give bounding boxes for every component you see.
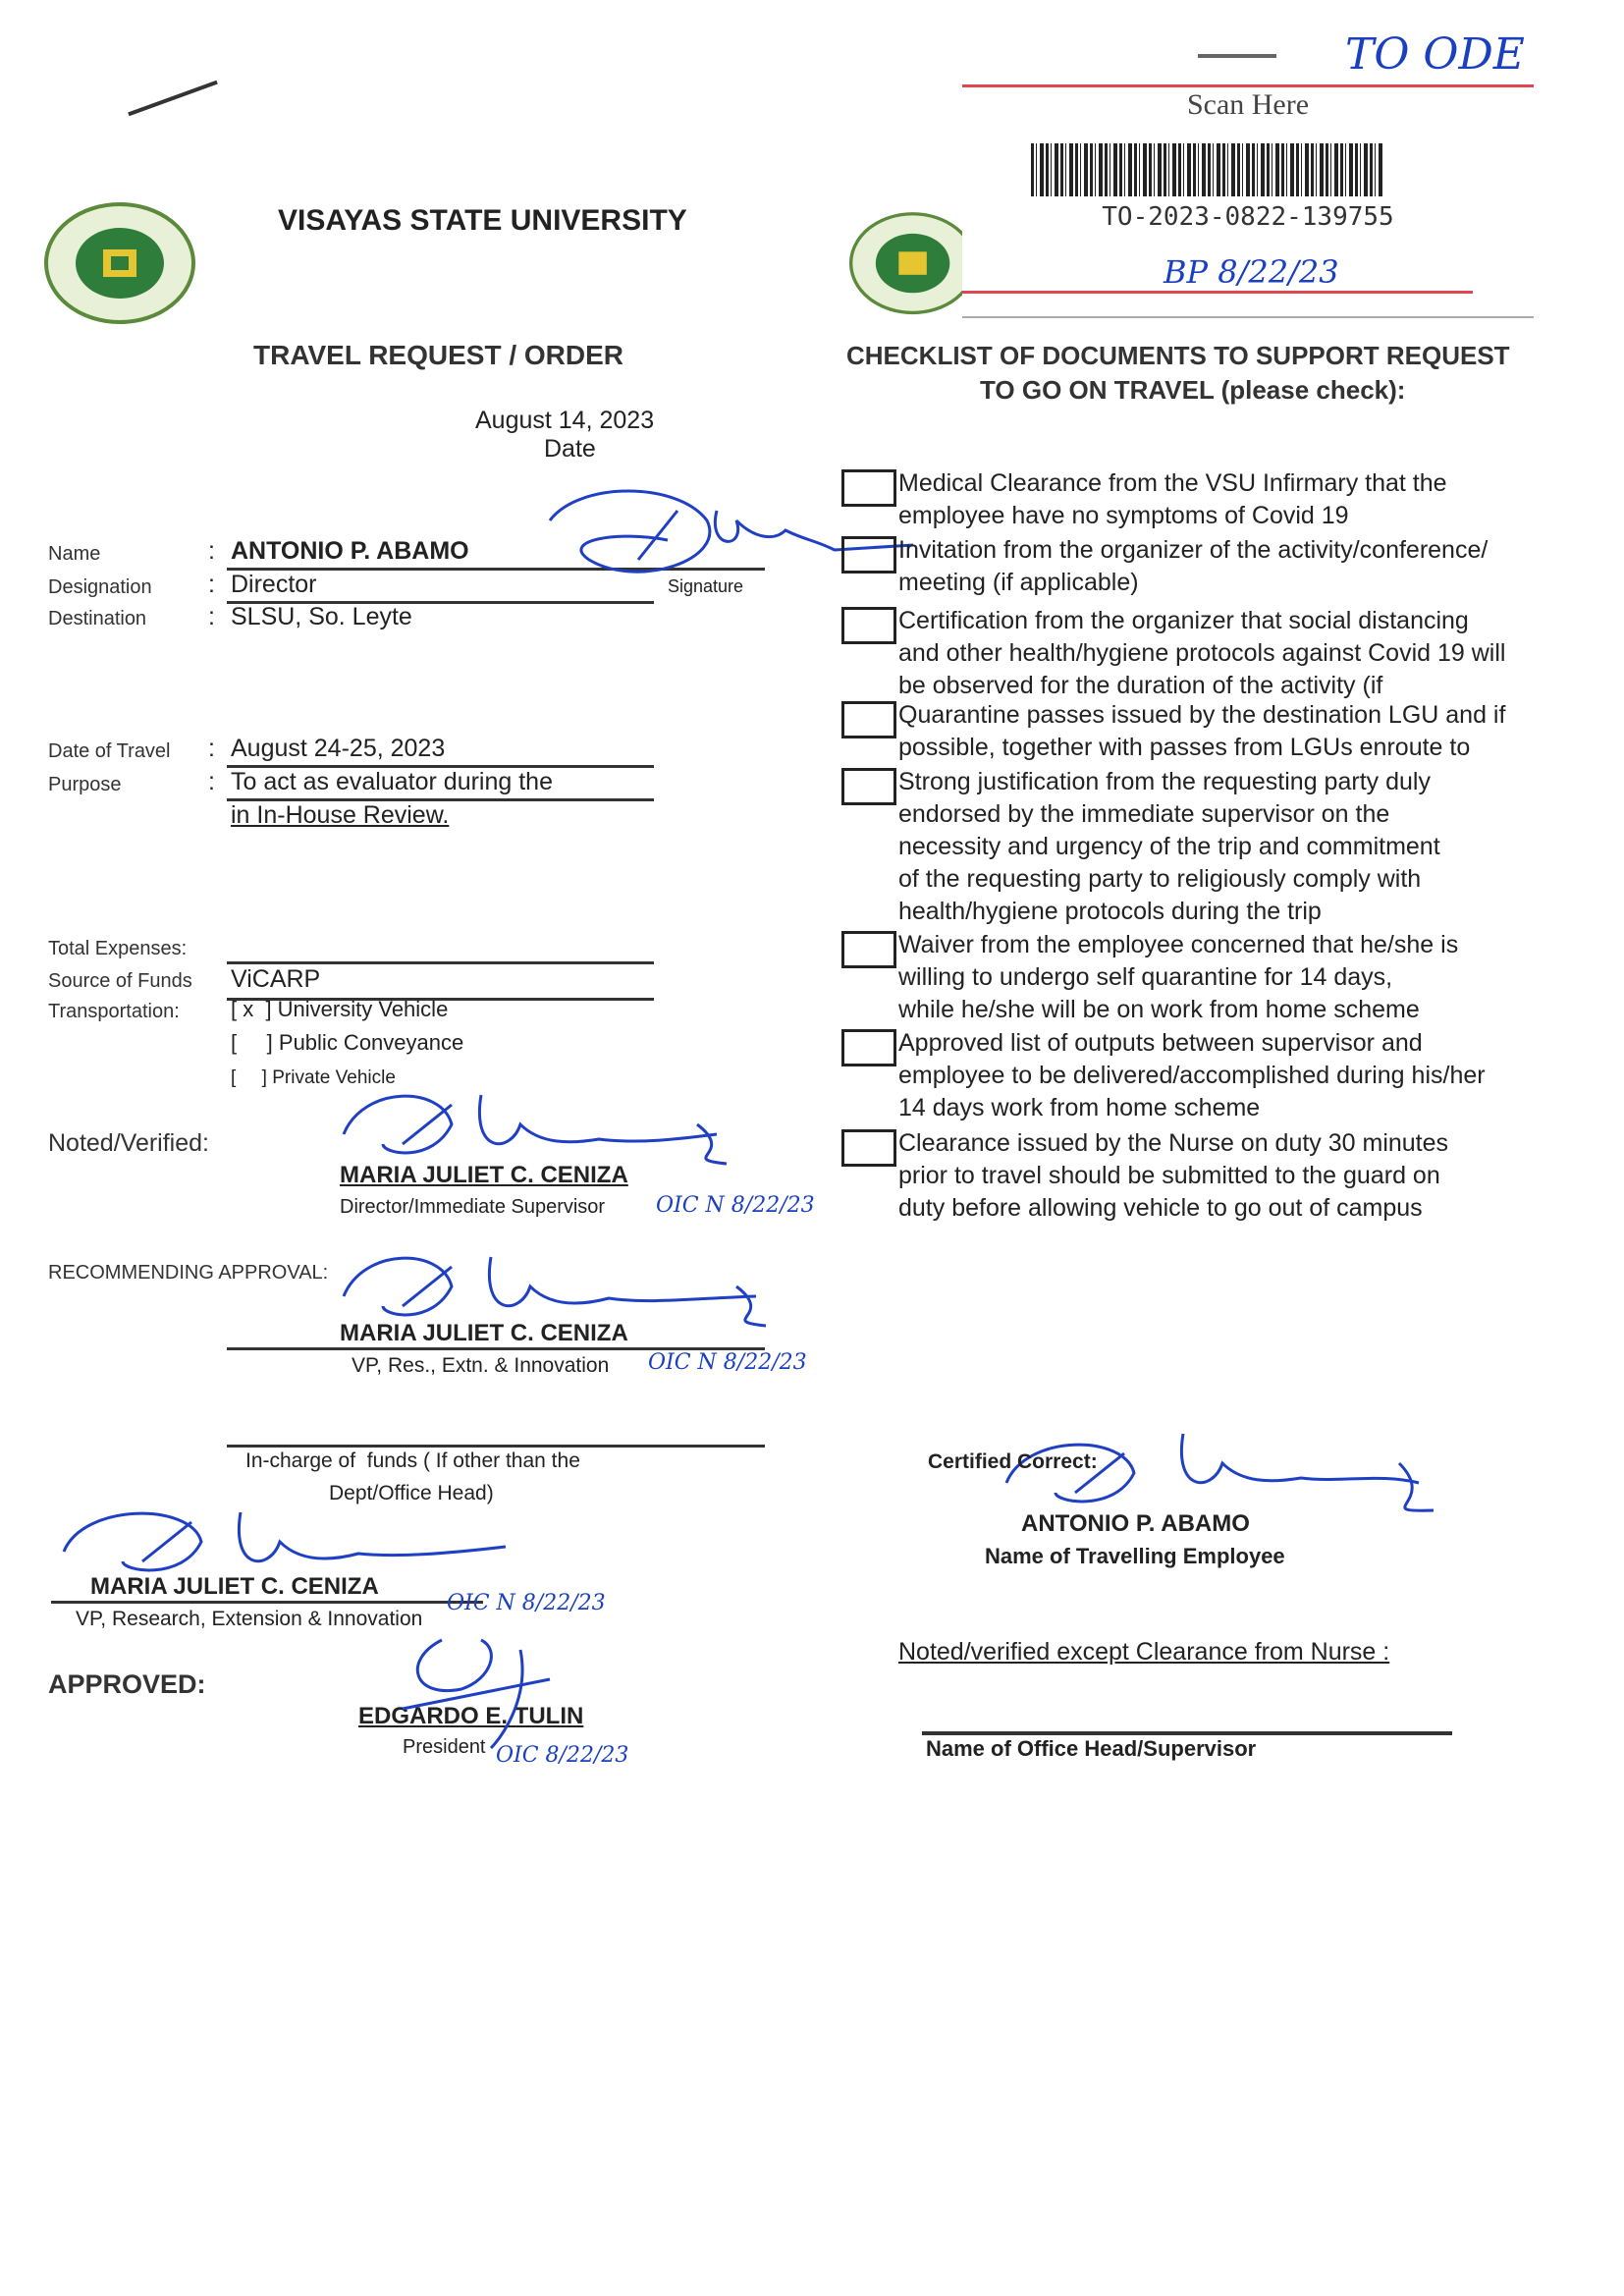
- approved-signatory-name: EDGARDO E. TULIN: [358, 1703, 584, 1729]
- date-of-travel-label: Date of Travel: [48, 740, 171, 762]
- checklist-item-text: Clearance issued by the Nurse on duty 30 minutes: [898, 1129, 1449, 1157]
- noted-verified-label: Noted/Verified:: [48, 1129, 209, 1157]
- checklist-item-text: possible, together with passes from LGUs enroute to: [898, 734, 1471, 761]
- checklist-title-2: TO GO ON TRAVEL (please check):: [980, 375, 1406, 405]
- certified-correct-label: Certified Correct:: [928, 1450, 1098, 1473]
- checklist-item-text: endorsed by the immediate supervisor on the: [898, 800, 1390, 828]
- approved-annotation: OIC 8/22/23: [496, 1743, 629, 1768]
- checklist-item-text: necessity and urgency of the trip and commitment: [898, 833, 1440, 860]
- name-value: ANTONIO P. ABAMO: [231, 537, 469, 565]
- checklist-item-text: while he/she will be on work from home scheme: [898, 996, 1420, 1023]
- funds-annotation: OIC N 8/22/23: [447, 1591, 606, 1615]
- signature-noted: [324, 1085, 736, 1193]
- checklist-checkbox[interactable]: [841, 701, 896, 738]
- checklist-item-text: health/hygiene protocols during the trip: [898, 898, 1322, 925]
- funds-signatory-name: MARIA JULIET C. CENIZA: [90, 1573, 379, 1600]
- designation-label: Designation: [48, 576, 152, 598]
- colon: :: [208, 537, 215, 565]
- name-label: Name: [48, 543, 101, 565]
- colon: :: [208, 735, 215, 762]
- noted-signatory-title: Director/Immediate Supervisor: [340, 1196, 606, 1218]
- scan-here-label: Scan Here: [1186, 88, 1310, 121]
- checklist-item-text: Approved list of outputs between supervisor and: [898, 1029, 1423, 1057]
- request-date: August 14, 2023: [475, 407, 655, 434]
- handwritten-initials-date: BP 8/22/23: [1164, 253, 1339, 291]
- destination-label: Destination: [48, 608, 147, 629]
- noted-annotation: OIC N 8/22/23: [656, 1193, 815, 1218]
- staple-mark: [1198, 54, 1276, 58]
- checklist-checkbox[interactable]: [841, 768, 896, 805]
- staple-mark: [128, 81, 218, 117]
- recommending-signatory-title: VP, Res., Extn. & Innovation: [352, 1354, 610, 1377]
- signature-recommending: [324, 1237, 776, 1345]
- transportation-label: Transportation:: [48, 1001, 180, 1022]
- barcode-sticker: [962, 0, 1534, 318]
- colon: :: [208, 603, 215, 630]
- checklist-item-text: 14 days work from home scheme: [898, 1094, 1261, 1121]
- total-expenses-line: [227, 961, 654, 964]
- funds-line: [227, 1445, 765, 1448]
- colon: :: [208, 571, 215, 598]
- checklist-checkbox[interactable]: [841, 536, 896, 574]
- designation-value: Director: [231, 571, 317, 598]
- noted-signatory-name: MARIA JULIET C. CENIZA: [340, 1162, 628, 1188]
- handwritten-to-ode: TO ODE: [1345, 29, 1525, 80]
- checklist-item-text: Certification from the organizer that social distancing: [898, 607, 1469, 634]
- source-of-funds-value: ViCARP: [231, 965, 321, 993]
- approved-label: APPROVED:: [48, 1669, 206, 1699]
- funds-label-2: Dept/Office Head): [329, 1482, 494, 1504]
- checklist-checkbox[interactable]: [841, 607, 896, 644]
- purpose-line-1: To act as evaluator during the: [231, 768, 553, 795]
- checklist-item-text: and other health/hygiene protocols against Covid 19 will: [898, 639, 1506, 667]
- checklist-item-text: employee have no symptoms of Covid 19: [898, 502, 1349, 529]
- university-name: VISAYAS STATE UNIVERSITY: [278, 204, 687, 237]
- total-expenses-label: Total Expenses:: [48, 938, 188, 959]
- transport-option-public-conveyance[interactable]: [ ] Public Conveyance: [231, 1030, 464, 1055]
- red-rule: [962, 84, 1534, 87]
- checklist-item-text: meeting (if applicable): [898, 569, 1139, 596]
- checklist-item-text: of the requesting party to religiously comply with: [898, 865, 1422, 893]
- recommending-signatory-name: MARIA JULIET C. CENIZA: [340, 1320, 628, 1346]
- form-title: TRAVEL REQUEST / ORDER: [253, 340, 624, 370]
- transport-option-private-vehicle[interactable]: [ ] Private Vehicle: [231, 1067, 396, 1088]
- noted-except-nurse: Noted/verified except Clearance from Nurse :: [898, 1638, 1390, 1666]
- date-label: Date: [544, 435, 596, 463]
- certified-employee-title: Name of Travelling Employee: [985, 1544, 1285, 1568]
- transport-option-university-vehicle[interactable]: [ x ] University Vehicle: [231, 997, 449, 1021]
- checklist-item-text: be observed for the duration of the activity (if: [898, 672, 1383, 699]
- university-seal-logo: [44, 202, 196, 325]
- signature-label: Signature: [668, 576, 744, 596]
- checklist-checkbox[interactable]: [841, 1029, 896, 1066]
- checklist-item-text: Invitation from the organizer of the activity/conference/: [898, 536, 1489, 564]
- colon: :: [208, 768, 215, 795]
- purpose-line-2: in In-House Review.: [231, 801, 450, 829]
- checklist-item-text: Quarantine passes issued by the destination LGU and if: [898, 701, 1506, 729]
- certified-employee-name: ANTONIO P. ABAMO: [1021, 1510, 1250, 1537]
- funds-signatory-title: VP, Research, Extension & Innovation: [76, 1608, 423, 1630]
- checklist-item-text: duty before allowing vehicle to go out of campus: [898, 1194, 1423, 1222]
- office-head-line: [922, 1731, 1452, 1735]
- barcode: [1031, 143, 1384, 196]
- office-head-label: Name of Office Head/Supervisor: [926, 1736, 1257, 1761]
- red-rule: [962, 291, 1473, 294]
- university-seal-logo-2: [849, 202, 977, 325]
- recommending-approval-label: RECOMMENDING APPROVAL:: [48, 1262, 329, 1284]
- checklist-item-text: employee to be delivered/accomplished during his/her: [898, 1062, 1486, 1089]
- funds-label-1: In-charge of funds ( If other than the: [245, 1449, 580, 1472]
- barcode-number: TO-2023-0822-139755: [1102, 202, 1394, 232]
- checklist-checkbox[interactable]: [841, 1129, 896, 1167]
- destination-value: SLSU, So. Leyte: [231, 603, 412, 630]
- purpose-label: Purpose: [48, 774, 122, 795]
- checklist-item-text: prior to travel should be submitted to the guard on: [898, 1162, 1440, 1189]
- signature-funds: [54, 1493, 525, 1601]
- checklist-item-text: Waiver from the employee concerned that he/she is: [898, 931, 1459, 958]
- signature-approved: [383, 1620, 560, 1748]
- checklist-checkbox[interactable]: [841, 931, 896, 968]
- checklist-title-1: CHECKLIST OF DOCUMENTS TO SUPPORT REQUEST: [846, 341, 1510, 370]
- checklist-checkbox[interactable]: [841, 469, 896, 507]
- approved-signatory-title: President: [403, 1736, 486, 1758]
- date-of-travel-value: August 24-25, 2023: [231, 735, 446, 762]
- checklist-item-text: Strong justification from the requesting party duly: [898, 768, 1431, 795]
- checklist-item-text: Medical Clearance from the VSU Infirmary that the: [898, 469, 1447, 497]
- checklist-item-text: willing to undergo self quarantine for 14 days,: [898, 963, 1393, 991]
- recommending-annotation: OIC N 8/22/23: [648, 1350, 807, 1375]
- funds-sign-line: [51, 1601, 483, 1604]
- source-of-funds-label: Source of Funds: [48, 970, 192, 992]
